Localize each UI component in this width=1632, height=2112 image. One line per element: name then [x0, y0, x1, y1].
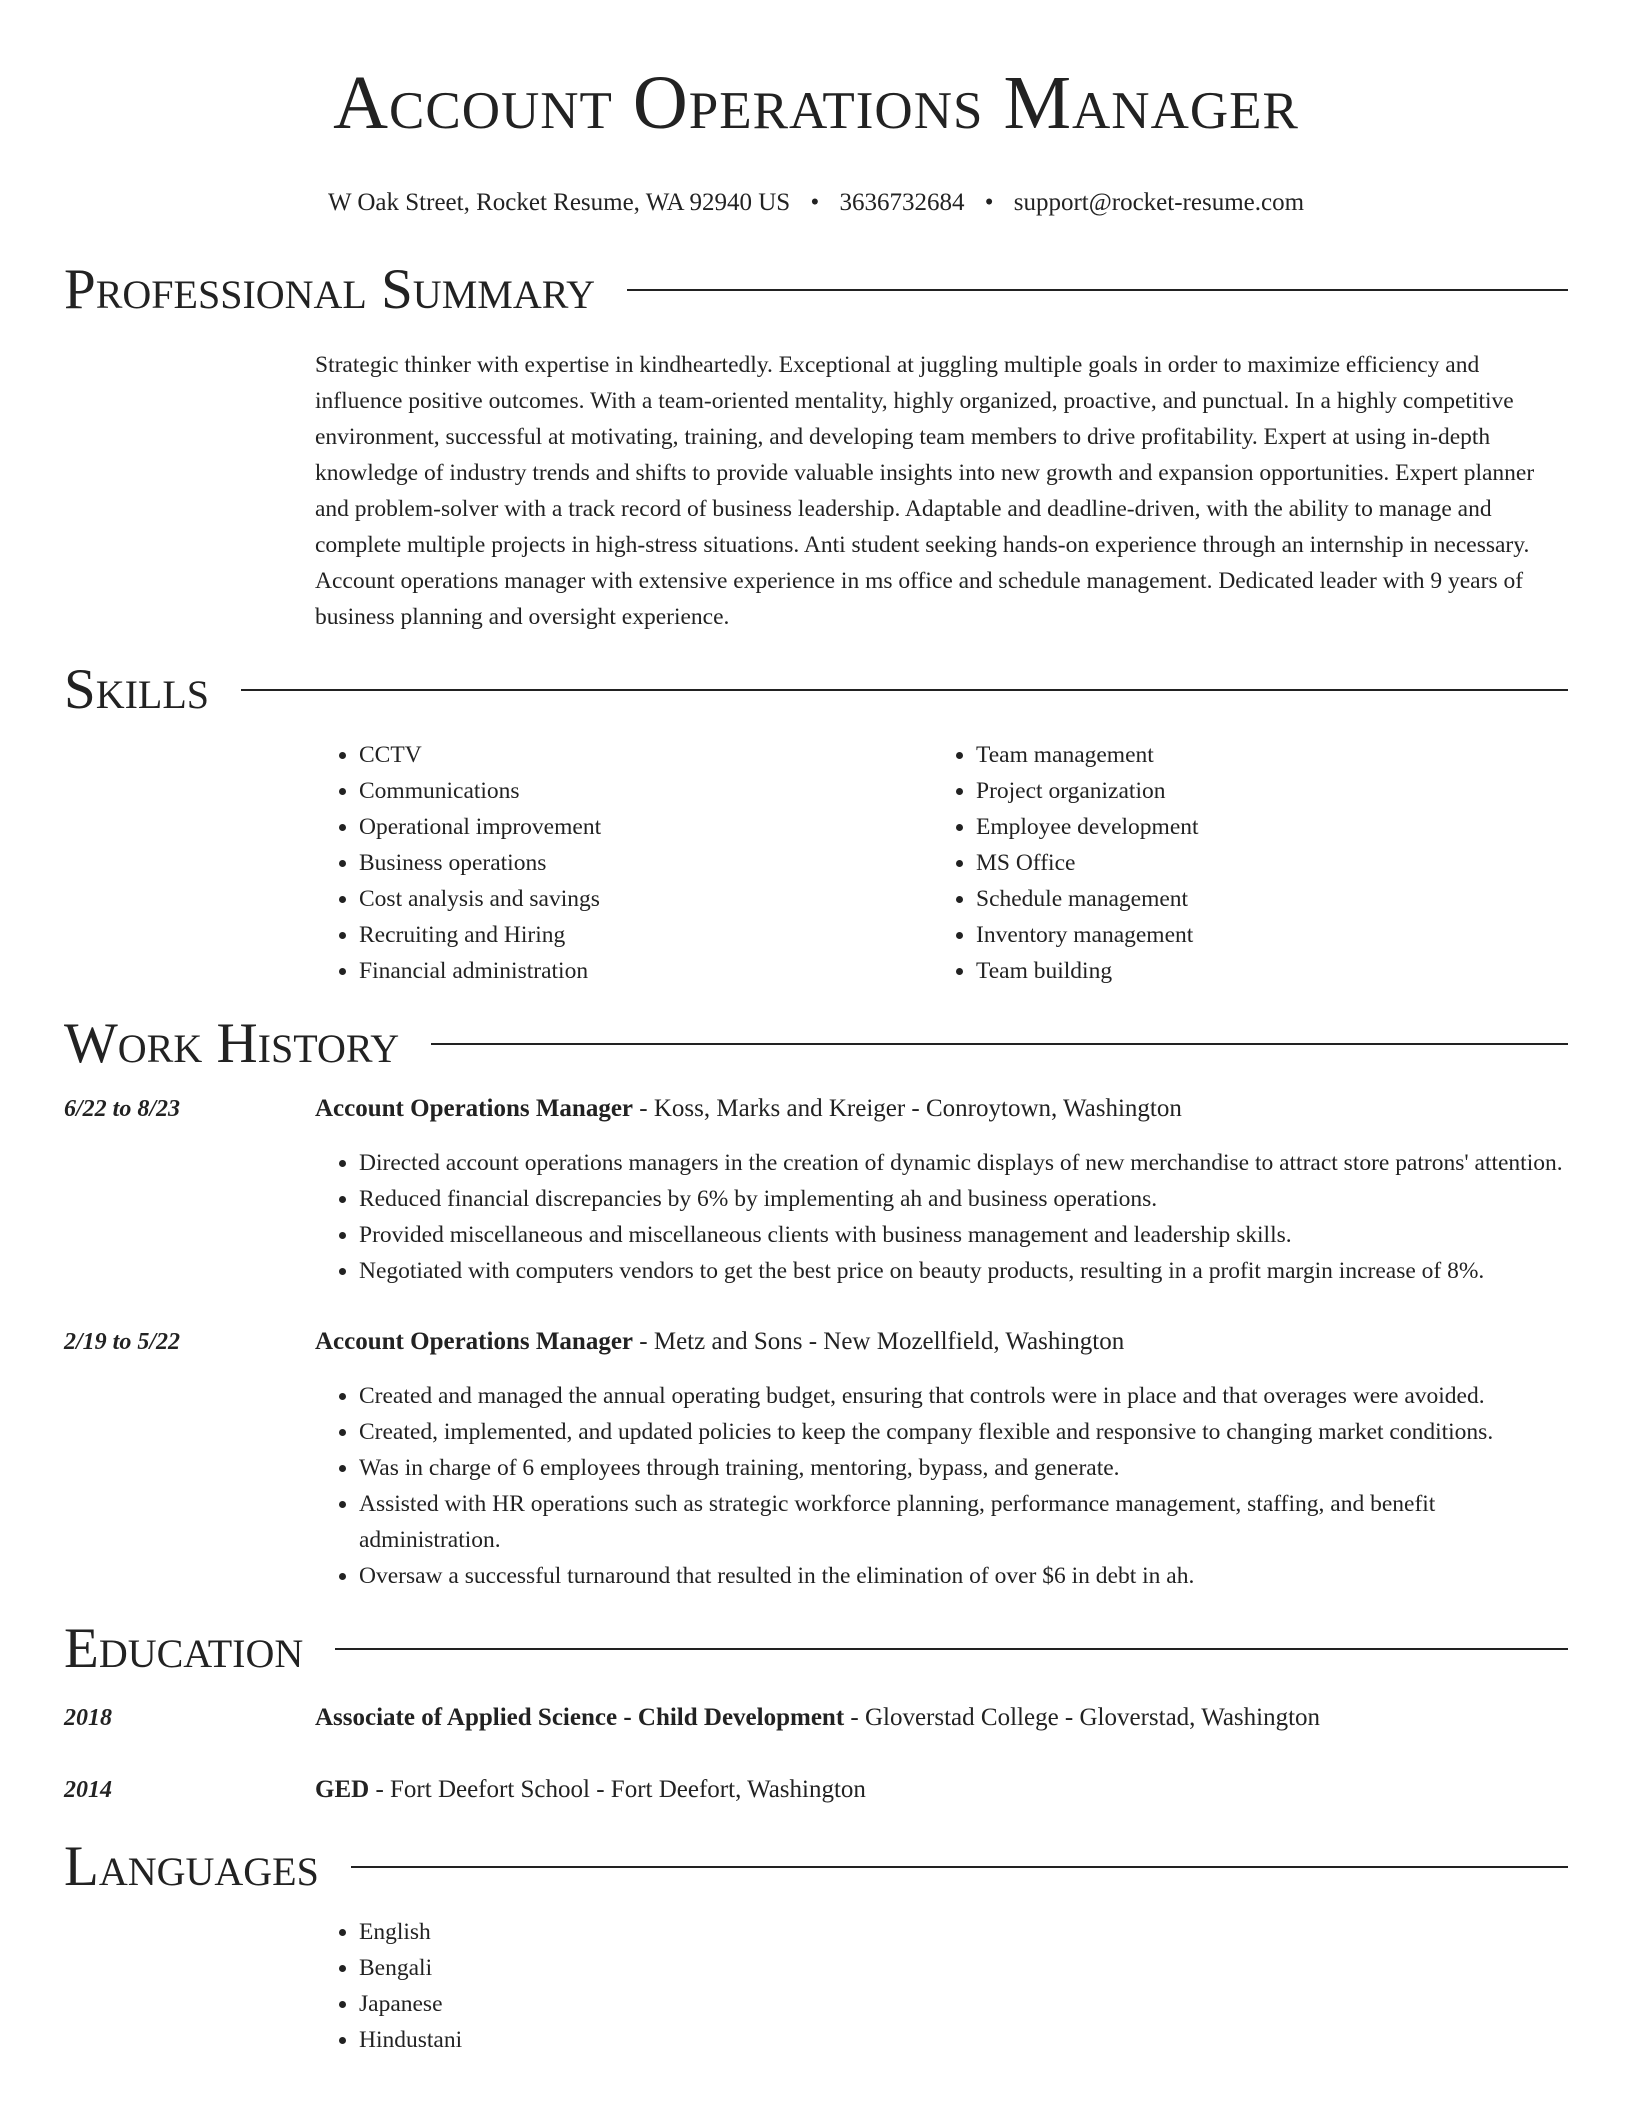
- skills-list: [315, 737, 1568, 989]
- job-dates: 2/19 to 5/22: [64, 1329, 181, 1355]
- job-bullets: [315, 1378, 1568, 1594]
- candidate-title: Account Operations Manager: [333, 61, 1299, 145]
- skill-item: • Communications: [359, 773, 932, 809]
- skill-item: • Schedule management: [976, 881, 1549, 917]
- languages-list: [315, 1914, 1568, 2058]
- section-heading: [64, 1614, 1568, 1684]
- languages-section: [64, 1832, 1568, 2058]
- education-entry: [64, 1700, 1568, 1736]
- language-bullets: [315, 1914, 1568, 2058]
- skills-column-right: [932, 737, 1549, 989]
- language-item: • English: [359, 1914, 1568, 1950]
- education-body: [315, 1772, 1568, 1808]
- education-heading: [315, 1772, 1568, 1808]
- skill-item: • Business operations: [359, 845, 932, 881]
- job-bullet: • Negotiated with computers vendors to get the best price on beauty products, resulting in a profit margin increase of 8%.: [359, 1253, 1568, 1289]
- job-body: [315, 1091, 1568, 1289]
- skill-item: • MS Office: [976, 845, 1549, 881]
- skill-item: • Inventory management: [976, 917, 1549, 953]
- skill-item: • Employee development: [976, 809, 1549, 845]
- section-divider: [241, 689, 1568, 691]
- phone: 3636732684: [839, 189, 965, 216]
- skill-item: • Recruiting and Hiring: [359, 917, 932, 953]
- job-entry: [64, 1091, 1568, 1289]
- job-role: Account Operations Manager: [315, 1095, 634, 1122]
- skill-item: • Project organization: [976, 773, 1549, 809]
- section-heading: [64, 1009, 1568, 1079]
- job-body: [315, 1324, 1568, 1594]
- skill-item: • Cost analysis and savings: [359, 881, 932, 917]
- skill-item: • CCTV: [359, 737, 932, 773]
- job-bullet: • Was in charge of 6 employees through training, mentoring, bypass, and generate.: [359, 1450, 1568, 1486]
- job-role: Account Operations Manager: [315, 1328, 634, 1355]
- job-bullet: • Oversaw a successful turnaround that resulted in the elimination of over $6 in debt in ah.: [359, 1558, 1568, 1594]
- language-item: • Hindustani: [359, 2022, 1568, 2058]
- education-section: [64, 1614, 1568, 1808]
- section-divider: [335, 1648, 1568, 1650]
- contact-separator: •: [984, 189, 994, 216]
- education-body: [315, 1700, 1568, 1736]
- skill-item: • Team building: [976, 953, 1549, 989]
- work-history-section: [64, 1009, 1568, 1594]
- job-heading: [315, 1091, 1568, 1127]
- education-year: 2014: [64, 1777, 112, 1803]
- contact-line: [64, 188, 1568, 218]
- resume-header: [64, 0, 1568, 218]
- summary-section: [64, 255, 1568, 635]
- summary-text: Strategic thinker with expertise in kindheartedly. Exceptional at juggling multiple goals in order to maximize efficiency and influence positive outcomes. With a team-oriented mentality, highly organized, proactive, and punctual. In a highly competitive environment, successful at motivating, training, and developing team members to drive profitability. Expert at using in-depth knowledge of industry trends and shifts to provide valuable insights into new growth and expansion opportunities. Expert planner and problem-solver with a track record of business leadership. Adaptable and deadline-driven, with the ability to manage and complete multiple projects in high-stress situations. Anti student seeking hands-on experience through an internship in necessary. Account operations manager with extensive experience in ms office and schedule management. Dedicated leader with 9 years of business planning and oversight experience.: [315, 352, 1535, 630]
- job-bullet: • Created, implemented, and updated policies to keep the company flexible and responsive to changing market conditions.: [359, 1414, 1568, 1450]
- job-dates: 6/22 to 8/23: [64, 1096, 181, 1122]
- education-degree: Associate of Applied Science - Child Development: [315, 1704, 845, 1731]
- address: W Oak Street, Rocket Resume, WA 92940 US: [327, 189, 791, 216]
- skill-item: • Team management: [976, 737, 1549, 773]
- job-bullet: • Provided miscellaneous and miscellaneous clients with business management and leadership skills.: [359, 1217, 1568, 1253]
- job-bullet: • Created and managed the annual operating budget, ensuring that controls were in place and that overages were avoided.: [359, 1378, 1568, 1414]
- job-bullet: • Directed account operations managers in the creation of dynamic displays of new merchandise to attract store patrons' attention.: [359, 1145, 1568, 1181]
- skill-item: • Financial administration: [359, 953, 932, 989]
- section-divider: [431, 1043, 1568, 1045]
- education-school: - Fort Deefort School - Fort Deefort, Washington: [369, 1776, 866, 1803]
- skills-column-left: [315, 737, 932, 989]
- job-bullet: • Reduced financial discrepancies by 6% by implementing ah and business operations.: [359, 1181, 1568, 1217]
- section-heading: [64, 255, 1568, 325]
- section-heading: [64, 655, 1568, 725]
- education-heading: [315, 1700, 1568, 1736]
- section-divider: [351, 1866, 1568, 1868]
- section-title: Languages: [64, 1835, 319, 1898]
- job-employer: - Metz and Sons - New Mozellfield, Washington: [633, 1328, 1125, 1355]
- language-item: • Japanese: [359, 1986, 1568, 2022]
- job-bullet: • Assisted with HR operations such as strategic workforce planning, performance management, staffing, and benefit administration.: [359, 1486, 1568, 1558]
- job-bullets: [315, 1145, 1568, 1289]
- job-employer: - Koss, Marks and Kreiger - Conroytown, Washington: [633, 1095, 1182, 1122]
- job-heading: [315, 1324, 1568, 1360]
- resume-page: [64, 0, 1568, 2058]
- language-item: • Bengali: [359, 1950, 1568, 1986]
- section-title: Work History: [64, 1012, 400, 1075]
- section-heading: [64, 1832, 1568, 1902]
- job-entry: [64, 1324, 1568, 1594]
- skills-section: [64, 655, 1568, 989]
- section-title: Education: [64, 1617, 304, 1680]
- section-title: Professional Summary: [64, 258, 596, 321]
- section-title: Skills: [64, 658, 210, 721]
- education-year: 2018: [64, 1705, 112, 1731]
- education-degree: GED: [315, 1776, 370, 1803]
- contact-separator: •: [810, 189, 820, 216]
- education-entry: [64, 1772, 1568, 1808]
- section-divider: [627, 289, 1568, 291]
- email-link[interactable]: support@rocket-resume.com: [1013, 189, 1305, 216]
- skill-item: • Operational improvement: [359, 809, 932, 845]
- education-school: - Gloverstad College - Gloverstad, Washington: [844, 1704, 1321, 1731]
